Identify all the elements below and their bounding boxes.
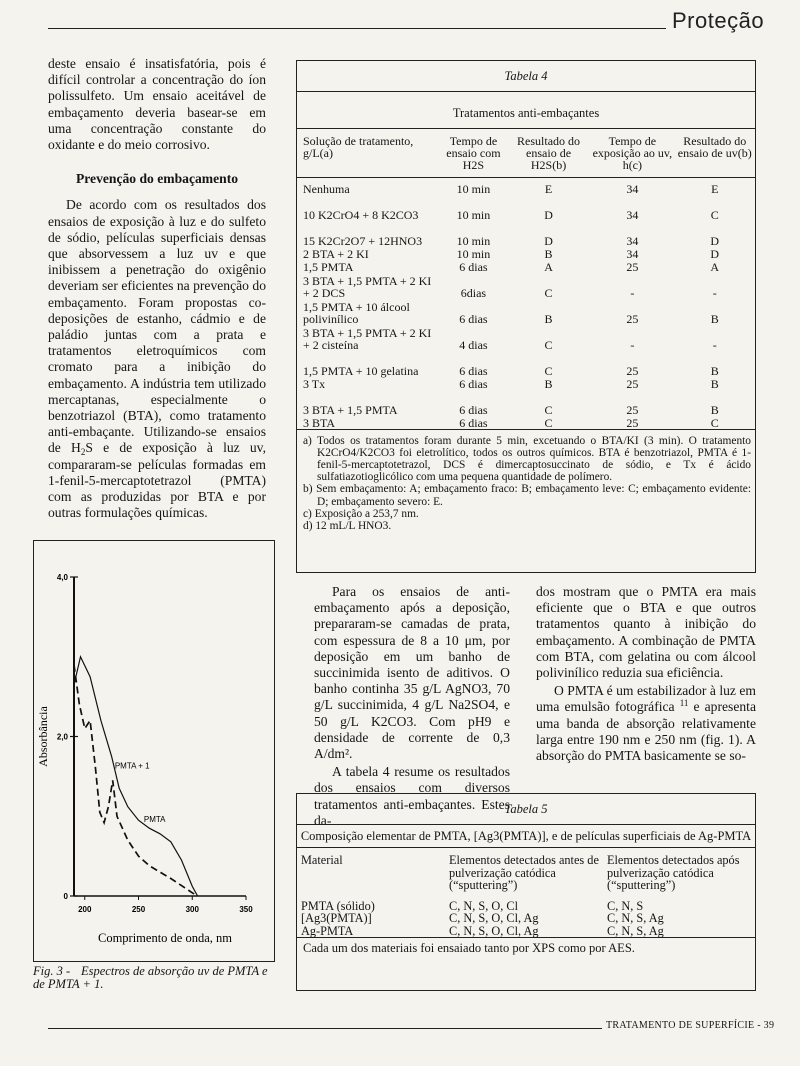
table4-note: b) Sem embaçamento: A; embaçamento fraco: B; embaçamento leve: C; embaçamento evidente: D; embaçamento severo: E. (303, 483, 751, 508)
table4-cell: 10 K2CrO4 + 8 K2CO3 (303, 208, 419, 222)
y-tick-label: 2,0 (56, 732, 68, 742)
middle-paragraph-1: Para os ensaios de anti-embaçamento após a deposição, prepararam-se camadas de prata, com espessura de 8 a 10 μm, por deposição em um banho de succinimida isento de aditivos. O banho continha 35 g/L AgNO3, 70 g/L succinimida, 4 g/L Na2SO4, e 50 g/L K2CO3. Com pH9 e densidade de corrente de 0,3 A/dm². (314, 584, 510, 762)
table5-cell: C, N, S, O, Cl, Ag (449, 923, 539, 938)
table5-cell: C, N, S, O, Cl (449, 898, 519, 913)
table4-row (297, 299, 755, 325)
section-title-header: Proteção (672, 8, 765, 33)
series-line-pmta (74, 665, 198, 896)
table4-cell: 34 (626, 247, 639, 261)
table4-cell: 6 dias (459, 260, 488, 274)
table4-cell: B (710, 403, 719, 417)
table4-cell: C (544, 286, 553, 300)
table5-subtitle: Composição elementar de PMTA, [Ag3(PMTA)], e de películas superficiais de Ag-PMTA (297, 825, 755, 848)
table4-note: a) Todos os tratamentos foram durante 5 min, excetuando o BTA/KI (3 min). O tratamento K2CrO4/K2CO3 foi eletrolítico, todos os outros químicos. BTA é benzotriazol, PMTA é 1-fenil-5-mercaptotetrazol, DCS é dimercaptosuccinato de sódio, e Tx é ácido sulfatiazotioglicólico com uma pequena quantidade de polímero. (303, 434, 751, 484)
table4-cell: 6 dias (459, 312, 488, 326)
x-tick-label: 200 (78, 905, 92, 914)
x-axis-label: Comprimento de onda, nm (97, 931, 233, 945)
right-column (536, 584, 756, 764)
table4-cell: 2 BTA + 2 KI (303, 247, 369, 261)
table4-cell: 34 (626, 234, 639, 248)
table4-cell: 34 (626, 208, 639, 222)
table5-caption: Tabela 5 (297, 794, 755, 825)
table5-header-row (297, 854, 755, 900)
table4-cell: D (710, 247, 720, 261)
table4-cell: C (710, 208, 719, 222)
table4-cell: A (544, 260, 553, 274)
table4-cell: C (544, 403, 553, 417)
table4-row (297, 325, 755, 351)
table4-header-cell: Tempo de exposição ao uv, h(c) (592, 134, 673, 172)
x-tick-label: 300 (185, 905, 199, 914)
table4-cell: B (710, 377, 719, 391)
figure-caption (33, 965, 273, 991)
right-paragraph-2: O PMTA é um estabilizador à luz em uma emulsão fotográfica $^{11}$ e apresenta uma banda de absorção relativamente larga entre 190 nm e 250 nm (fig. 1). A absorção do PMTA basicamente se so- (536, 683, 756, 764)
table4-note: c) Exposição a 253,7 nm. (303, 507, 419, 520)
footer-rule (48, 1028, 602, 1029)
table4-cell: 25 (626, 403, 639, 417)
y-axis-label: Absorbância (36, 706, 50, 767)
table5-cell: C, N, S (607, 898, 644, 913)
table4-cell: E (544, 182, 553, 196)
table5-cell: Ag-PMTA (301, 923, 354, 938)
figure-caption-label: Fig. 3 - (33, 964, 71, 978)
right-paragraph-1: dos mostram que o PMTA era mais eficiente que o BTA e que outros tratamentos quanto à inibição do embaçamento. A combinação de PMTA com BTA, com gelatina ou com álcool polivinílico reduzia sua eficiência. (536, 584, 756, 681)
left-column (48, 56, 266, 521)
table4-cell: B (710, 312, 719, 326)
table4-cell: 25 (626, 364, 639, 378)
table4-cell: 3 Tx (303, 377, 326, 391)
table4-row (297, 260, 755, 273)
table4-row (297, 390, 755, 416)
table4-row (297, 247, 755, 260)
body-paragraph: De acordo com os resultados dos ensaios de exposição à luz e do sulfeto de sódio, películas superficiais densas que absorvessem a luz uv e que inibissem a penetração do oxigênio deveriam ser eficientes na prevenção do embaçamento. Foram propostas co-deposições de estanho, cádmio e de paládio juntas com a prata e tratamentos eletroquímicos com cromato para a inibição do embaçamento. A indústria tem utilizado mercaptanas, especialmente o benzotriazol (BTA), como tratamento anti-embaçante. Utilizando-se ensaios de $H_2S$ e de exposição à luz uv, compararam-se películas formadas em 1-fenil-5-mercaptotetrazol (PMTA) com as produzidas por BTA e por outras formulações químicas. (48, 197, 266, 521)
table4-row (297, 195, 755, 221)
table4-cell: D (544, 234, 553, 248)
table4-cell: A (710, 260, 720, 274)
section-heading: Prevenção do embaçamento (75, 171, 239, 187)
table4-header-cell: Tempo de ensaio com H2S (446, 134, 501, 172)
table4-cell: B (710, 364, 719, 378)
table4-row (297, 273, 755, 299)
table4-cell: 6 dias (459, 364, 488, 378)
table5-grid (297, 854, 755, 937)
table4-header-cell: Resultado do ensaio de H2S(b) (517, 134, 581, 172)
table4-cell: 10 min (456, 182, 491, 196)
table4-cell: - (712, 286, 717, 300)
table4-cell: Nenhuma (303, 182, 350, 196)
y-tick-label: 0 (63, 892, 68, 901)
table4-row (297, 351, 755, 377)
table4-cell: 4 dias (459, 338, 488, 352)
table5-cell: PMTA (sólido) (301, 898, 375, 913)
intro-paragraph: deste ensaio é insatisfatória, pois é difícil controlar a concentração do íon polissulfeto. Um ensaio aceitável de embaçamento deveria basear-se em uma concentração constante do oxidante e do meio corrosivo. (48, 56, 266, 153)
table4-cell: - (712, 338, 717, 352)
table4-cell: - (630, 286, 635, 300)
table4-header-cell: Solução de tratamento, g/L(a) (303, 134, 414, 160)
table5-header-cell: Elementos detectados após pulverização catódica (“sputtering”) (607, 853, 740, 892)
table4-row (297, 416, 755, 429)
table5-row (297, 925, 755, 938)
series-label-pmta-1: PMTA + 1 (114, 761, 150, 771)
table4-cell: 6 dias (459, 415, 488, 430)
table5-header-cell: Material (301, 853, 343, 867)
series-line-pmta-1 (74, 657, 198, 896)
table4-cell: 15 K2Cr2O7 + 12HNO3 (303, 234, 423, 248)
table4-cell: 6 dias (459, 377, 488, 391)
figure-caption-text: Espectros de absorção uv de PMTA e de PMTA + 1. (33, 964, 268, 991)
table4-cell: 3 BTA + 1,5 PMTA + 2 KI + 2 DCS (303, 274, 432, 300)
table4-row (297, 377, 755, 390)
table4-cell: C (544, 338, 553, 352)
middle-paragraph-2: A tabela 4 resume os resultados dos ensaios com diversos tratamentos anti-embaçantes. Estes da- (314, 764, 510, 828)
table4-cell: - (630, 338, 635, 352)
table4-cell: 10 min (456, 234, 491, 248)
table5-footnote: Cada um dos materiais foi ensaiado tanto por XPS como por AES. (297, 937, 755, 959)
table4-cell: D (710, 234, 720, 248)
table4-cell: C (710, 415, 719, 430)
page-footer: TRATAMENTO DE SUPERFÍCIE - 39 (606, 1020, 775, 1031)
table4-cell: 10 min (456, 208, 491, 222)
table4-cell: 3 BTA + 1,5 PMTA (303, 403, 398, 417)
table5-cell: [Ag3(PMTA)] (301, 911, 372, 925)
y-tick-label: 4,0 (56, 573, 68, 582)
table4-cell: 3 BTA (303, 415, 336, 430)
table-4 (296, 60, 756, 573)
table4-cell: 25 (626, 377, 639, 391)
table4-cell: 1,5 PMTA + 10 gelatina (303, 364, 419, 378)
table5-row (297, 912, 755, 925)
series-label-pmta: PMTA (143, 814, 166, 824)
table5-cell: C, N, S, O, Cl, Ag (449, 911, 539, 925)
x-tick-label: 250 (131, 905, 146, 914)
table4-subtitle: Tratamentos anti-embaçantes (297, 100, 755, 129)
table4-caption: Tabela 4 (297, 61, 755, 92)
table4-cell: E (711, 182, 719, 196)
table4-cell: 10 min (456, 247, 491, 261)
table4-cell: 1,5 PMTA (303, 260, 354, 274)
table4-cell: 25 (626, 312, 639, 326)
table4-cell: B (544, 247, 553, 261)
table4-cell: B (544, 377, 553, 391)
table4-cell: C (544, 364, 553, 378)
table4-cell: B (544, 312, 553, 326)
table4-grid (297, 129, 755, 430)
table4-row (297, 178, 755, 196)
table4-cell: 6 dias (459, 403, 488, 417)
table5-cell: C, N, S, Ag (607, 923, 664, 938)
absorption-chart (34, 541, 274, 961)
table5-cell: C, N, S, Ag (607, 911, 664, 925)
table4-note: d) 12 mL/L HNO3. (303, 519, 392, 532)
table4-cell: 1,5 PMTA + 10 álcool polivinílico (303, 300, 410, 326)
table5-header-cell: Elementos detectados antes de pulverização catódica (“sputtering”) (449, 853, 599, 892)
table4-header-cell: Resultado do ensaio de uv(b) (677, 134, 752, 160)
table4-cell: 6dias (460, 286, 487, 300)
table4-row (297, 221, 755, 247)
table4-cell: 34 (626, 182, 639, 196)
table4-cell: 25 (626, 415, 639, 430)
table-5 (296, 793, 756, 991)
table4-cell: 25 (626, 260, 639, 274)
table4-cell: 3 BTA + 1,5 PMTA + 2 KI + 2 cisteína (303, 326, 432, 352)
table4-notes (297, 430, 755, 533)
x-tick-label: 350 (239, 905, 253, 914)
figure-3 (33, 540, 275, 962)
header-rule (48, 28, 666, 29)
table4-cell: D (544, 208, 553, 222)
table4-cell: C (544, 415, 553, 430)
